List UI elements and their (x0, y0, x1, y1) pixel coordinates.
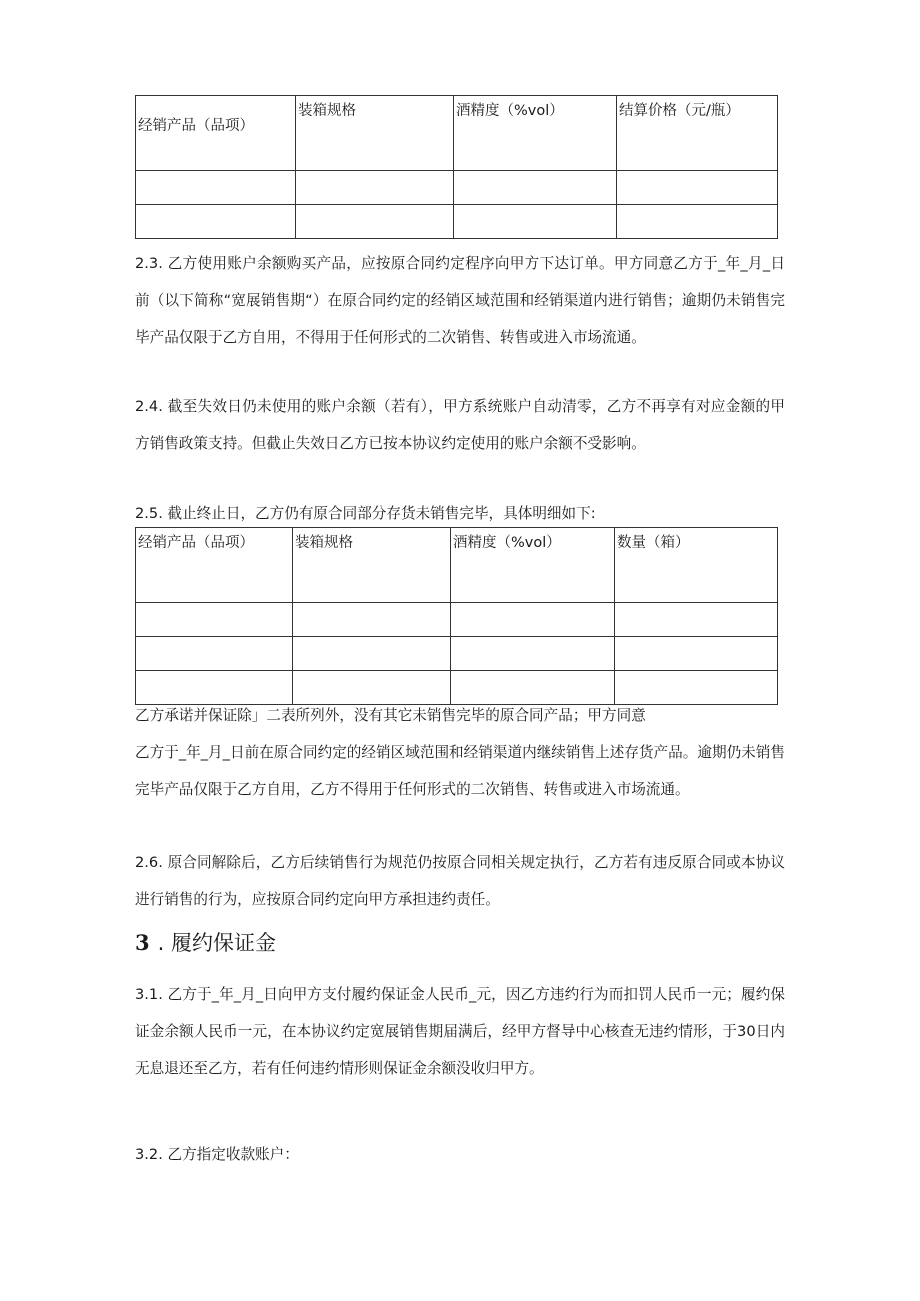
section-3-heading (135, 929, 276, 957)
clause-2-4: 2.4. 截至失效日仍未使用的账户余额（若有），甲方系统账户自动清零，乙方不再享有对应金额的甲方销售政策支持。但截止失效日乙方已按本协议约定使用的账户余额不受影响。 (135, 398, 785, 452)
table-header-cell: 数量（箱） (615, 528, 778, 603)
table-cell (454, 171, 617, 205)
table-cell (136, 171, 296, 205)
table-cell (617, 171, 778, 205)
table-cell (454, 205, 617, 239)
clause-3-1: 3.1. 乙方于_年_月_日向甲方支付履约保证金人民币_元，因乙方违约行为而扣罚人民币一元；履约保证金余额人民币一元，在本协议约定宽展销售期届满后，经甲方督导中心核查无违约情形，于30日内无息退还至乙方，若有任何违约情形则保证金余额没收归甲方。 (135, 986, 785, 1077)
table-cell (615, 603, 778, 637)
table-header-cell: 经销产品（品项） (136, 528, 293, 603)
note-rest: 二表所列外，没有其它未销售完毕的原合同产品；甲方同意 (266, 707, 646, 724)
clause-2-5-continued: 乙方于_年_月_日前在原合同约定的经销区域范围和经销渠道内继续销售上述存货产品。逾期仍未销售完毕产品仅限于乙方自用，乙方不得用于任何形式的二次销售、转售或进入市场流通。 (135, 744, 785, 798)
table-cell (136, 205, 296, 239)
table-header-cell: 装箱规格 (296, 96, 454, 171)
table-cell (451, 637, 615, 671)
table-cell (136, 603, 293, 637)
table-header-row (136, 96, 778, 171)
clause-3-2: 3.2. 乙方指定收款账户： (135, 1146, 299, 1163)
note-lead: 乙方承诺并保证除」 (135, 707, 267, 724)
clause-2-5-intro: 2.5. 截止终止日，乙方仍有原合同部分存货未销售完毕，具体明细如下: (135, 505, 596, 522)
table-cell (296, 171, 454, 205)
table-cell (617, 205, 778, 239)
table-row (136, 603, 778, 637)
table-header-cell: 酒精度（%vol） (454, 96, 617, 171)
table-header-cell: 经销产品（品项） (136, 96, 296, 171)
table-cell (136, 637, 293, 671)
inventory-table (135, 527, 778, 705)
table-cell (296, 205, 454, 239)
price-table (135, 95, 778, 239)
table-row (136, 637, 778, 671)
table-row (136, 171, 778, 205)
clause-2-5-note (135, 697, 785, 734)
clause-2-6: 2.6. 原合同解除后，乙方后续销售行为规范仍按原合同相关规定执行，乙方若有违反原合同或本协议进行销售的行为，应按原合同约定向甲方承担违约责任。 (135, 854, 785, 908)
table-cell (293, 637, 451, 671)
section-number: 3 (135, 930, 150, 955)
table-cell (615, 637, 778, 671)
table-header-cell: 酒精度（%vol） (451, 528, 615, 603)
section-title: . 履约保证金 (157, 931, 276, 955)
table-header-cell: 结算价格（元/瓶） (617, 96, 778, 171)
table-header-row (136, 528, 778, 603)
table-row (136, 205, 778, 239)
table-cell (293, 603, 451, 637)
table-header-cell: 装箱规格 (293, 528, 451, 603)
table-cell (451, 603, 615, 637)
clause-2-3: 2.3. 乙方使用账户余额购买产品，应按原合同约定程序向甲方下达订单。甲方同意乙方于_年_月_日前（以下简称“宽展销售期“）在原合同约定的经销区域范围和经销渠道内进行销售；逾期仍未销售完毕产品仅限于乙方自用，不得用于任何形式的二次销售、转售或进入市场流通。 (135, 255, 785, 346)
